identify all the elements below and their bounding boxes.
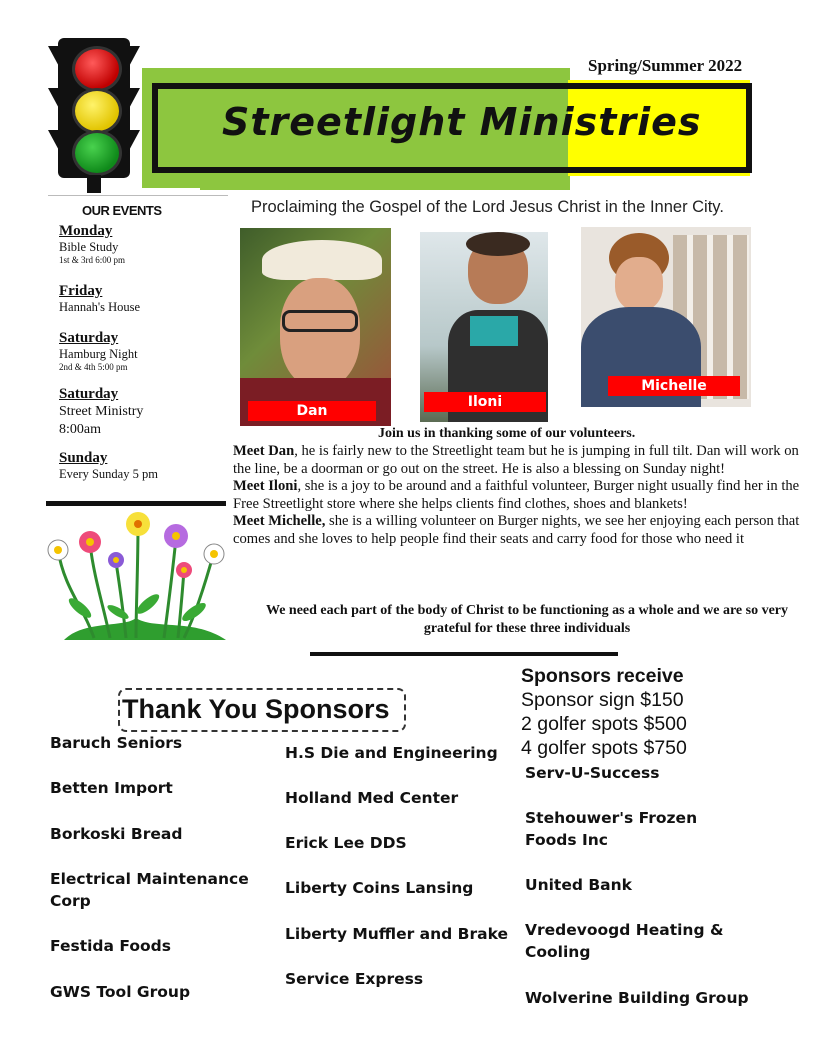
michelle-caption: Michelle [608, 376, 740, 396]
section-divider [310, 652, 618, 656]
dan-name: Meet Dan [233, 443, 295, 459]
event-item [59, 450, 229, 482]
season-label: Spring/Summer 2022 [588, 56, 743, 75]
event-title: Bible Study [59, 240, 119, 254]
event-day: Saturday [59, 386, 119, 402]
sponsor-name: Serv-U-Success [525, 764, 660, 782]
sponsor-name: Vredevoogd Heating & Cooling [525, 921, 724, 961]
flowers-icon [44, 508, 228, 646]
event-item [59, 283, 229, 315]
dan-caption: Dan [248, 401, 376, 421]
michelle-description: she is a willing volunteer on Burger nights, we see her enjoying each person that comes and she loves to help people find their seats and carry food for those who need it [233, 513, 800, 547]
event-day: Saturday [59, 330, 119, 346]
tagline: Proclaiming the Gospel of the Lord Jesus Christ in the Inner City. [251, 198, 724, 216]
event-title: Street Ministry [59, 404, 144, 419]
dan-photo [240, 228, 391, 426]
event-item [59, 330, 229, 373]
sponsor-name: GWS Tool Group [50, 983, 191, 1001]
sponsor-name: Holland Med Center [285, 789, 459, 807]
sponsor-name: H.S Die and Engineering [285, 744, 498, 762]
traffic-light-pole [87, 175, 101, 193]
iloni-description: , she is a joy to be around and a faithful volunteer, Burger night usually find her in the Free Streetlight store where she helps clients find clothes, shoes and blankets! [233, 478, 800, 512]
events-heading: OUR EVENTS [82, 203, 162, 218]
event-item [59, 223, 229, 266]
sponsor-name: Electrical Maintenance Corp [50, 870, 249, 910]
sponsor-name: Stehouwer's Frozen Foods Inc [525, 809, 698, 849]
event-time: 8:00am [59, 422, 101, 437]
benefit-tier: 2 golfer spots $500 [521, 713, 687, 735]
sponsor-name: Liberty Muffler and Brake [285, 925, 508, 943]
michelle-name: Meet Michelle, [233, 513, 326, 530]
sponsor-name: Wolverine Building Group [525, 989, 749, 1007]
traffic-light-visors [44, 44, 144, 174]
sponsor-benefits [521, 664, 687, 760]
sponsor-name: Betten Import [50, 779, 173, 797]
iloni-caption: Iloni [424, 392, 546, 412]
benefits-heading: Sponsors receive [521, 665, 684, 687]
event-time: 2nd & 4th 5:00 pm [59, 362, 128, 372]
sponsor-name: Service Express [285, 970, 424, 988]
event-day: Monday [59, 223, 113, 239]
event-day: Friday [59, 283, 103, 299]
volunteer-descriptions [233, 443, 803, 549]
closing-statement: We need each part of the body of Christ to be functioning as a whole and we are so very grateful for these three individuals [265, 603, 788, 636]
events-divider [46, 501, 226, 506]
sponsor-name: United Bank [525, 876, 632, 894]
benefit-tier: 4 golfer spots $750 [521, 737, 687, 759]
benefit-tier: Sponsor sign $150 [521, 689, 684, 711]
event-title: Hannah's House [59, 300, 141, 314]
event-time: 1st & 3rd 6:00 pm [59, 255, 126, 265]
sponsor-name: Erick Lee DDS [285, 834, 407, 852]
sponsors-heading: Thank You Sponsors [118, 688, 406, 732]
sponsor-name: Festida Foods [50, 937, 171, 955]
event-title: Hamburg Night [59, 347, 138, 361]
event-title: Every Sunday 5 pm [59, 467, 158, 481]
divider [48, 195, 228, 196]
iloni-name: Meet Iloni [233, 478, 298, 495]
event-item [59, 386, 229, 439]
thanks-intro: Join us in thanking some of our volunteers. [378, 426, 636, 441]
sponsor-name: Liberty Coins Lansing [285, 879, 474, 897]
newsletter-title: Streetlight Ministries [222, 100, 702, 144]
sponsor-name: Baruch Seniors [50, 734, 183, 752]
event-day: Sunday [59, 450, 108, 466]
dan-description: , he is fairly new to the Streetlight team but he is jumping in full tilt. Dan will work on the line, be a doorman or go out on the street. He is also a blessing on Sunday night! [233, 443, 799, 477]
sponsor-name: Borkoski Bread [50, 825, 183, 843]
